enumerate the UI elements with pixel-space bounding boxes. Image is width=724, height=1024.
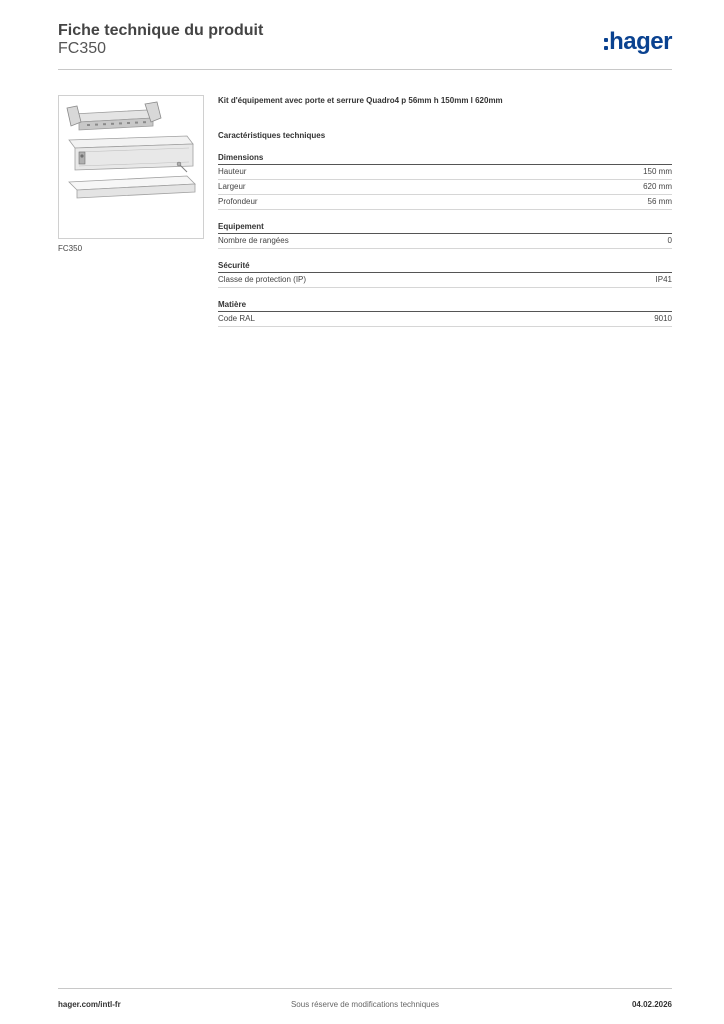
spec-row — [218, 180, 672, 195]
spec-label: Nombre de rangées — [218, 236, 289, 245]
spec-label: Classe de protection (IP) — [218, 275, 307, 284]
spec-row — [218, 312, 672, 327]
product-image — [58, 95, 204, 239]
section-title: Sécurité — [218, 261, 672, 273]
spec-row — [218, 195, 672, 210]
footer-date: 04.02.2026 — [631, 1000, 672, 1009]
equipment-kit-image-icon — [59, 96, 203, 238]
spec-label: Code RAL — [218, 314, 255, 323]
product-details — [218, 96, 672, 339]
section-title: Dimensions — [218, 153, 672, 165]
section-matiere — [218, 300, 672, 327]
section-dimensions — [218, 153, 672, 210]
spec-label: Largeur — [218, 182, 246, 191]
page-header — [58, 22, 672, 70]
product-image-caption: FC350 — [58, 244, 83, 253]
spec-row — [218, 234, 672, 249]
product-description: Kit d'équipement avec porte et serrure Quadro4 p 56mm h 150mm l 620mm — [218, 96, 503, 105]
product-reference: FC350 — [58, 40, 107, 57]
section-securite — [218, 261, 672, 288]
spec-value: 0 — [667, 236, 672, 245]
section-equipement — [218, 222, 672, 249]
logo-dots-icon — [604, 38, 608, 50]
hager-logo — [604, 28, 672, 56]
page-title: Fiche technique du produit — [58, 22, 264, 39]
spec-value: 56 mm — [647, 197, 672, 206]
spec-value: 620 mm — [643, 182, 672, 191]
logo-text: hager — [609, 28, 672, 55]
section-title: Equipement — [218, 222, 672, 234]
spec-row — [218, 165, 672, 180]
spec-row — [218, 273, 672, 288]
page-footer — [58, 988, 672, 1012]
section-title: Matière — [218, 300, 672, 312]
spec-label: Profondeur — [218, 197, 258, 206]
footer-notice: Sous réserve de modifications techniques — [290, 1000, 440, 1009]
characteristics-heading: Caractéristiques techniques — [218, 131, 326, 140]
spec-value: 150 mm — [643, 167, 672, 176]
spec-value: IP41 — [655, 275, 672, 284]
spec-label: Hauteur — [218, 167, 247, 176]
footer-website-link[interactable]: hager.com/intl-fr — [58, 1000, 121, 1009]
spec-value: 9010 — [654, 314, 672, 323]
